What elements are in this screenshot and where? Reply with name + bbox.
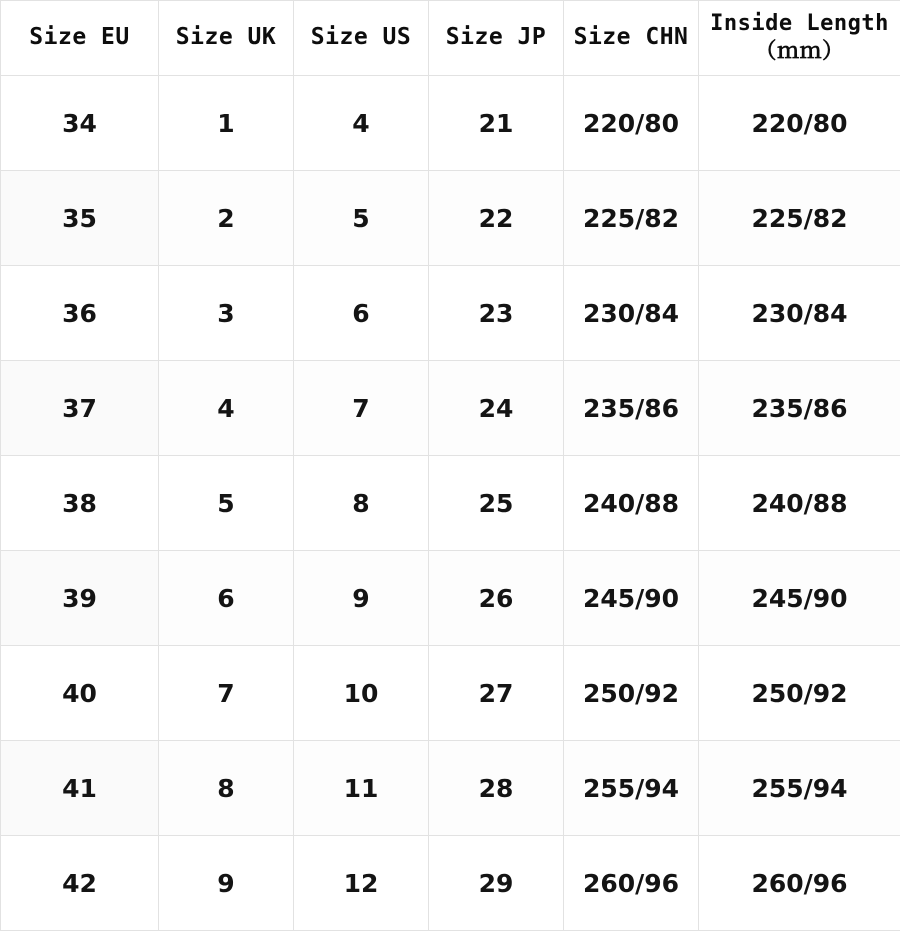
cell-size-uk: 6: [159, 551, 294, 646]
cell-size-eu: 37: [1, 361, 159, 456]
cell-size-eu: 41: [1, 741, 159, 836]
cell-inside-length: 220/80: [699, 76, 900, 171]
column-header-size-chn: [564, 1, 699, 76]
table-row: [1, 76, 900, 171]
column-header-size-chn-line-1: Size CHN: [564, 23, 698, 52]
table-row: [1, 551, 900, 646]
table-row: [1, 836, 900, 931]
cell-size-jp: 23: [429, 266, 564, 361]
cell-size-uk: 1: [159, 76, 294, 171]
table-row: [1, 266, 900, 361]
cell-size-us: 11: [294, 741, 429, 836]
cell-size-eu: 40: [1, 646, 159, 741]
cell-inside-length: 250/92: [699, 646, 900, 741]
cell-size-us: 6: [294, 266, 429, 361]
column-header-inside-length-line-2: （ｍｍ）: [699, 38, 900, 66]
cell-size-chn: 245/90: [564, 551, 699, 646]
column-header-size-eu-line-1: Size EU: [1, 23, 158, 52]
cell-size-eu: 34: [1, 76, 159, 171]
cell-size-eu: 39: [1, 551, 159, 646]
cell-size-chn: 235/86: [564, 361, 699, 456]
cell-size-jp: 26: [429, 551, 564, 646]
column-header-inside-length-line-1: Inside Length: [699, 10, 900, 38]
cell-inside-length: 240/88: [699, 456, 900, 551]
column-header-size-us: [294, 1, 429, 76]
cell-size-chn: 250/92: [564, 646, 699, 741]
cell-inside-length: 260/96: [699, 836, 900, 931]
column-header-size-us-line-1: Size US: [294, 23, 428, 52]
cell-size-jp: 25: [429, 456, 564, 551]
cell-size-eu: 42: [1, 836, 159, 931]
column-header-size-uk-line-1: Size UK: [159, 23, 293, 52]
cell-size-us: 7: [294, 361, 429, 456]
column-header-size-jp-line-1: Size JP: [429, 23, 563, 52]
cell-size-chn: 230/84: [564, 266, 699, 361]
cell-size-uk: 8: [159, 741, 294, 836]
cell-size-eu: 38: [1, 456, 159, 551]
cell-inside-length: 245/90: [699, 551, 900, 646]
cell-size-us: 9: [294, 551, 429, 646]
table-header-row: [1, 1, 900, 76]
cell-size-uk: 5: [159, 456, 294, 551]
cell-size-jp: 24: [429, 361, 564, 456]
cell-size-uk: 4: [159, 361, 294, 456]
cell-size-eu: 35: [1, 171, 159, 266]
table-body: [1, 76, 900, 931]
table-header: [1, 1, 900, 76]
cell-size-jp: 21: [429, 76, 564, 171]
cell-size-eu: 36: [1, 266, 159, 361]
cell-size-us: 12: [294, 836, 429, 931]
cell-inside-length: 230/84: [699, 266, 900, 361]
cell-size-us: 10: [294, 646, 429, 741]
cell-size-us: 4: [294, 76, 429, 171]
table-row: [1, 646, 900, 741]
cell-size-uk: 3: [159, 266, 294, 361]
cell-inside-length: 235/86: [699, 361, 900, 456]
column-header-size-eu: [1, 1, 159, 76]
cell-size-uk: 7: [159, 646, 294, 741]
cell-size-chn: 225/82: [564, 171, 699, 266]
column-header-size-uk: [159, 1, 294, 76]
column-header-inside-length: [699, 1, 900, 76]
cell-size-us: 8: [294, 456, 429, 551]
cell-size-jp: 27: [429, 646, 564, 741]
cell-size-jp: 29: [429, 836, 564, 931]
cell-size-jp: 22: [429, 171, 564, 266]
cell-size-uk: 9: [159, 836, 294, 931]
table-row: [1, 171, 900, 266]
cell-inside-length: 255/94: [699, 741, 900, 836]
cell-size-chn: 240/88: [564, 456, 699, 551]
table-row: [1, 361, 900, 456]
cell-inside-length: 225/82: [699, 171, 900, 266]
table-row: [1, 456, 900, 551]
cell-size-chn: 220/80: [564, 76, 699, 171]
table-row: [1, 741, 900, 836]
cell-size-uk: 2: [159, 171, 294, 266]
cell-size-us: 5: [294, 171, 429, 266]
cell-size-jp: 28: [429, 741, 564, 836]
cell-size-chn: 255/94: [564, 741, 699, 836]
column-header-size-jp: [429, 1, 564, 76]
cell-size-chn: 260/96: [564, 836, 699, 931]
